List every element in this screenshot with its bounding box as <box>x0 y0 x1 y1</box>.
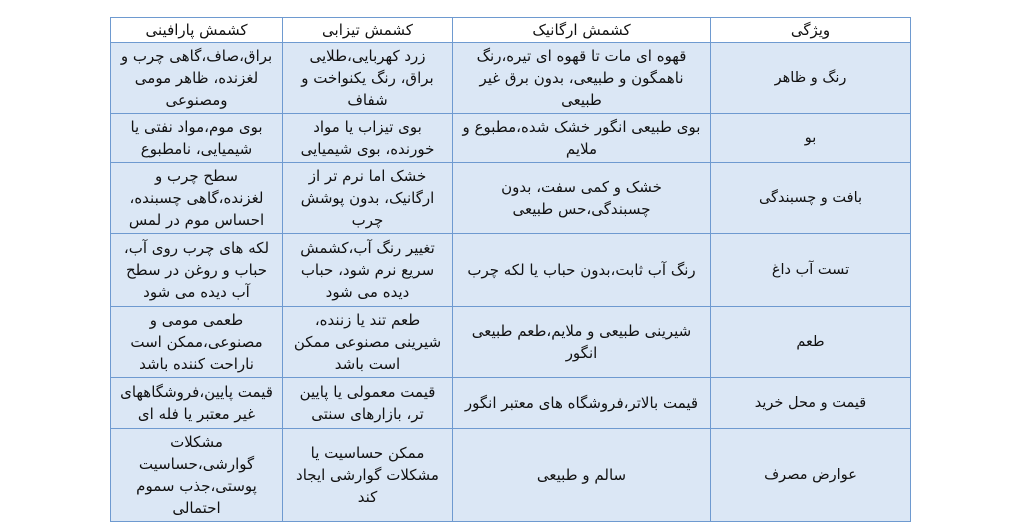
paraffin-cell: لکه های چرب روی آب، حباب و روغن در سطح آب دیده می شود <box>111 234 283 307</box>
row-feature-cell: طعم <box>711 307 911 378</box>
acid-cell: خشک اما نرم تر از ارگانیک، بدون پوشش چرب <box>283 163 453 234</box>
organic-cell: قیمت بالاتر،فروشگاه های معتبر انگور <box>453 378 711 429</box>
paraffin-cell: طعمی مومی و مصنوعی،ممکن است ناراحت کننده باشد <box>111 307 283 378</box>
table-row <box>111 163 911 234</box>
organic-cell: شیرینی طبیعی و ملایم،طعم طبیعی انگور <box>453 307 711 378</box>
acid-cell: زرد کهربایی،طلایی براق، رنگ یکنواخت و شفاف <box>283 43 453 114</box>
paraffin-cell: بوی موم،مواد نفتی یا شیمیایی، نامطبوع <box>111 114 283 163</box>
acid-cell: طعم تند یا زننده، شیرینی مصنوعی ممکن است باشد <box>283 307 453 378</box>
table-row <box>111 114 911 163</box>
organic-cell: رنگ آب ثابت،بدون حباب یا لکه چرب <box>453 234 711 307</box>
paraffin-cell: سطح چرب و لغزنده،گاهی چسبنده، احساس موم در لمس <box>111 163 283 234</box>
acid-cell: ممکن حساسیت یا مشکلات گوارشی ایجاد کند <box>283 429 453 522</box>
acid-cell: بوی تیزاب یا مواد خورنده، بوی شیمیایی <box>283 114 453 163</box>
paraffin-cell: مشکلات گوارشی،حساسیت پوستی،جذب سموم احتمالی <box>111 429 283 522</box>
table-row <box>111 234 911 307</box>
table-row <box>111 307 911 378</box>
organic-cell: سالم و طبیعی <box>453 429 711 522</box>
header-paraffin: کشمش پارافینی <box>111 18 283 43</box>
table-row <box>111 429 911 522</box>
header-feature: ویژگی <box>711 18 911 43</box>
paraffin-cell: قیمت پایین،فروشگاههای غیر معتبر یا فله ای <box>111 378 283 429</box>
row-feature-cell: تست آب داغ <box>711 234 911 307</box>
header-organic: کشمش ارگانیک <box>453 18 711 43</box>
row-feature-cell: بو <box>711 114 911 163</box>
table-row <box>111 378 911 429</box>
organic-cell: بوی طبیعی انگور خشک شده،مطبوع و ملایم <box>453 114 711 163</box>
acid-cell: قیمت معمولی یا پایین تر، بازارهای سنتی <box>283 378 453 429</box>
paraffin-cell: براق،صاف،گاهی چرب و لغزنده، ظاهر مومی ومصنوعی <box>111 43 283 114</box>
row-feature-cell: رنگ و ظاهر <box>711 43 911 114</box>
organic-cell: قهوه ای مات تا قهوه ای تیره،رنگ ناهمگون و طبیعی، بدون برق غیر طبیعی <box>453 43 711 114</box>
header-acid: کشمش تیزابی <box>283 18 453 43</box>
row-feature-cell: قیمت و محل خرید <box>711 378 911 429</box>
header-row <box>111 18 911 43</box>
row-feature-cell: بافت و چسبندگی <box>711 163 911 234</box>
comparison-table-wrapper <box>110 17 910 522</box>
table-row <box>111 43 911 114</box>
acid-cell: تغییر رنگ آب،کشمش سریع نرم شود، حباب دیده می شود <box>283 234 453 307</box>
raisin-comparison-table <box>110 17 911 522</box>
organic-cell: خشک و کمی سفت، بدون چسبندگی،حس طبیعی <box>453 163 711 234</box>
row-feature-cell: عوارض مصرف <box>711 429 911 522</box>
